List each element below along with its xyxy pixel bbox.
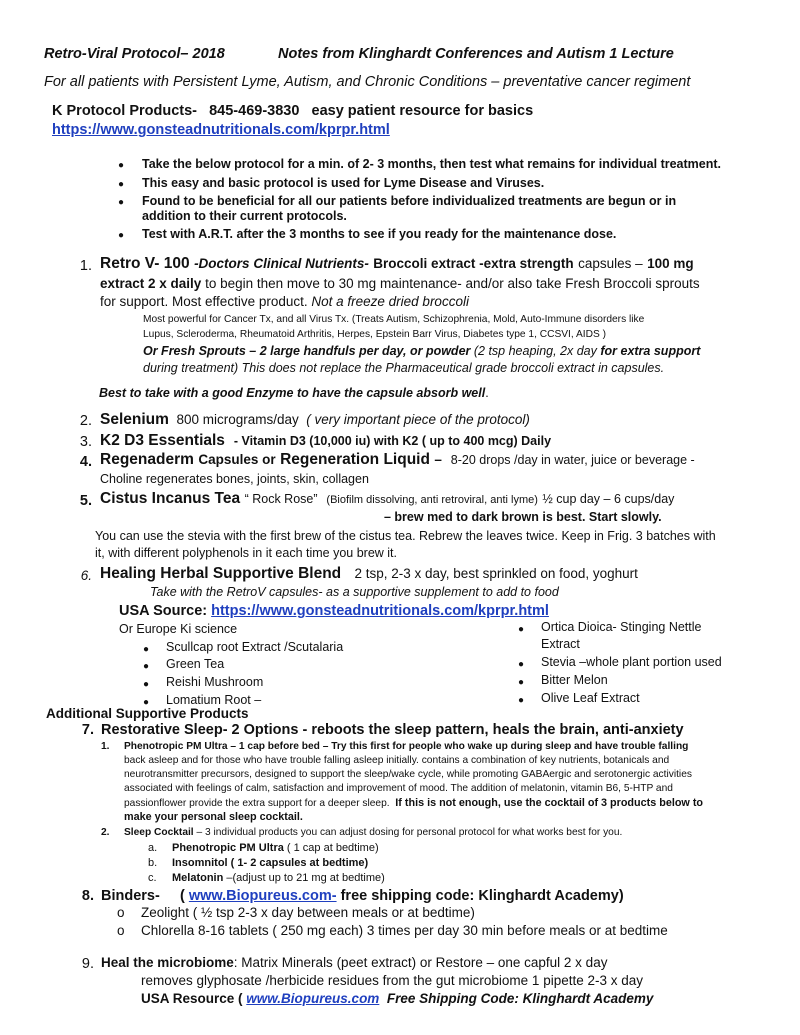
item1-name: Retro V- 100	[100, 255, 190, 272]
item5-dose: ½ cup day – 6 cups/day	[542, 492, 675, 506]
intro-bullet-cont: addition to their current protocols.	[142, 209, 347, 223]
item6-number: 6.	[80, 568, 92, 583]
item1-sprouts-bi: Or Fresh Sprouts – 2 large handfuls per day, or powder	[143, 344, 471, 358]
item1-small2: Lupus, Scleroderma, Rheumatoid Arthritis, Herpes, Epstein Barr Virus, Diabetes type 1, CCSVI, AIDS )	[143, 329, 606, 340]
item7-sub1-line4: associated with feelings of calm, satisfaction and improvement of mood. The addition of melatonin, vitamin B6, 5-HTP and	[124, 783, 673, 794]
item2-dose: 800 micrograms/day	[176, 412, 299, 427]
letter-label: c.	[148, 872, 157, 884]
item9-rest: : Matrix Minerals (peet extract) or Restore – one capful 2 x day	[233, 955, 608, 970]
item1-desc2: capsules –	[578, 256, 643, 271]
letter-item-rest: –(adjust up to 21 mg at bedtime)	[226, 872, 385, 884]
item1-line2-bold: extract 2 x daily	[100, 276, 202, 291]
bullet-icon: ●	[518, 659, 525, 670]
intro-bullet: Take the below protocol for a min. of 2- 3 months, then test what remains for individual treatment.	[142, 157, 722, 171]
item7-line	[101, 722, 684, 738]
item3-line	[100, 432, 551, 450]
item4-dash: –	[434, 452, 442, 467]
item2-number: 2.	[79, 413, 92, 429]
item7-sub1-line5	[124, 797, 703, 809]
item1-enzyme-text: Best to take with a good Enzyme to have the capsule absorb well	[99, 386, 486, 400]
bullet-icon: ●	[118, 197, 125, 208]
item1-line2	[100, 276, 700, 291]
item6-usa-label: USA Source:	[119, 603, 208, 619]
item7-name: Restorative Sleep- 2 Options -	[101, 722, 308, 738]
letter-item	[172, 857, 368, 869]
bullet-icon: ●	[518, 624, 525, 635]
item8-rest: free shipping code: Klinghardt Academy)	[340, 888, 624, 904]
bullet-icon: ●	[118, 179, 125, 190]
item7-sub1-l5b: If this is not enough, use the cocktail of 3 products below to	[395, 797, 704, 809]
list-item: Stevia –whole plant portion used	[541, 655, 722, 669]
item6-usa	[119, 603, 549, 619]
item4-name2: Regeneration Liquid	[280, 451, 430, 468]
item1-line3-italic: Not a freeze dried broccoli	[311, 294, 469, 309]
item9-line3	[141, 991, 653, 1006]
item9-code: Free Shipping Code: Klinghardt Academy	[386, 991, 654, 1006]
intro-bullet: Test with A.R.T. after the 3 months to see if you ready for the maintenance dose.	[142, 227, 617, 241]
list-item: Reishi Mushroom	[166, 675, 264, 689]
item7-sub1-l5: passionflower provide the extra support for a deeper sleep.	[124, 798, 390, 809]
list-item: Scullcap root Extract /Scutalaria	[166, 640, 344, 654]
item5-name: Cistus Incanus Tea	[100, 490, 241, 507]
item5-line3: You can use the stevia with the first brew of the cistus tea. Rebrew the leaves twice. Keep in Frig. 3 batches with	[95, 529, 716, 543]
bullet-icon: ●	[143, 644, 150, 655]
item8-name: Binders-	[101, 888, 160, 904]
item4-number: 4.	[79, 454, 92, 470]
kprotocol-note: easy patient resource for basics	[311, 103, 534, 119]
item5-line	[100, 490, 674, 508]
item1-dose: 100 mg	[647, 256, 694, 271]
item8-sub: Chlorella 8-16 tablets ( 250 mg each) 3 times per day 30 min before meals or at bedtime	[141, 923, 668, 938]
bullet-icon: ●	[118, 230, 125, 241]
item6-line	[100, 565, 638, 583]
letter-label: a.	[148, 842, 158, 854]
circle-bullet-icon: o	[117, 923, 125, 938]
item9-name: Heal the microbiome	[101, 955, 234, 970]
item4-line	[100, 451, 695, 469]
item1-line3-text: for support. Most effective product.	[100, 294, 308, 309]
list-item: Green Tea	[166, 657, 225, 671]
item1-desc: Broccoli extract -extra strength	[373, 256, 574, 271]
title-left: Retro-Viral Protocol– 2018	[44, 46, 225, 62]
item9-line2: removes glyphosate /herbicide residues from the gut microbiome 1 pipette 2-3 x day	[141, 973, 644, 988]
item2-line	[100, 411, 530, 429]
letter-item-name: Melatonin	[172, 872, 224, 884]
letter-item-name: Phenotropic PM Ultra	[172, 842, 284, 854]
item3-name: K2 D3 Essentials	[100, 432, 225, 449]
list-item: Lomatium Root –	[166, 693, 262, 707]
item9-line	[101, 955, 607, 970]
item7-sub1-num: 1.	[101, 741, 110, 752]
item9-link[interactable]: www.Biopureus.com	[246, 991, 380, 1006]
item1-line2-rest: to begin then move to 30 mg maintenance- and/or also take Fresh Broccoli sprouts	[205, 276, 700, 291]
item7-sub1-line3: neurotransmitter precursors, designed to support the sleep/wake cycle, while promoting GABAergic and serotonergic activities	[124, 769, 692, 780]
item5-quote: “ Rock Rose”	[244, 492, 318, 506]
item7-sub2-num: 2.	[101, 827, 110, 838]
list-item: Bitter Melon	[541, 673, 608, 687]
item1-sprouts-line2: during treatment) This does not replace the Pharmaceutical grade broccoli extract in capsules.	[143, 361, 665, 375]
letter-item-rest: ( 1 cap at bedtime)	[286, 842, 379, 854]
item4-dose: 8-20 drops /day in water, juice or beverage -	[450, 453, 695, 467]
item1-small1: Most powerful for Cancer Tx, and all Virus Tx. (Treats Autism, Schizophrenia, Mold, Auto-Immune disorders like	[143, 314, 645, 325]
item1-brand: -Doctors Clinical Nutrients-	[194, 256, 369, 271]
circle-bullet-icon: o	[117, 905, 125, 920]
kprotocol-link[interactable]: https://www.gonsteadnutritionals.com/kprpr.html	[52, 122, 390, 138]
item1-sprouts-i: (2 tsp heaping, 2x day	[473, 344, 597, 358]
list-item: Ortica Dioica- Stinging Nettle	[541, 620, 702, 634]
letter-label: b.	[148, 857, 158, 869]
item1-line1	[100, 255, 694, 273]
bullet-icon: ●	[143, 661, 150, 672]
item1-line3	[100, 294, 469, 309]
bullet-icon: ●	[518, 677, 525, 688]
letter-item	[172, 842, 379, 854]
item8-number: 8.	[81, 888, 94, 904]
item2-note: ( very important piece of the protocol)	[306, 412, 530, 427]
item4-desc: Capsules or	[198, 452, 276, 467]
item4-name: Regenaderm	[100, 451, 194, 468]
item6-usa-link[interactable]: https://www.gonsteadnutritionals.com/kprpr.html	[211, 603, 549, 619]
item9-number: 9.	[81, 956, 94, 972]
item7-sub1-name: Phenotropic PM Ultra – 1 cap before bed	[124, 741, 320, 752]
kprotocol-phone: 845-469-3830	[209, 103, 300, 119]
kprotocol-line	[52, 103, 533, 119]
item3-number: 3.	[79, 434, 92, 450]
item7-sub2-rest: – 3 individual products you can adjust dosing for personal protocol for what works best for you.	[196, 827, 623, 838]
item8-link[interactable]: www.Biopureus.com-	[188, 888, 337, 904]
item7-desc: reboots the sleep pattern, heals the brain, anti-anxiety	[311, 722, 684, 738]
item5-paren: (Biofilm dissolving, anti retroviral, anti lyme)	[326, 494, 538, 506]
item5-line4: it, with different polyphenols in it each time you brew it.	[95, 546, 398, 560]
item3-desc: - Vitamin D3 (10,000 iu) with K2 ( up to 400 mcg) Daily	[233, 434, 552, 448]
item7-sub2-name: Sleep Cocktail	[124, 827, 194, 838]
bullet-icon: ●	[518, 695, 525, 706]
item1-enzyme	[99, 386, 489, 400]
item6-europe: Or Europe Ki science	[119, 622, 238, 636]
item2-name: Selenium	[100, 411, 169, 428]
bullet-icon: ●	[143, 697, 150, 708]
letter-item	[172, 872, 385, 884]
item7-sub1-line1	[124, 741, 688, 752]
item5-line2: – brew med to dark brown is best. Start slowly.	[384, 510, 662, 524]
bullet-icon: ●	[143, 679, 150, 690]
item9-usa: USA Resource (	[141, 991, 243, 1006]
item5-number: 5.	[79, 493, 92, 509]
intro-bullet: This easy and basic protocol is used for Lyme Disease and Viruses.	[142, 176, 545, 190]
item8-paren: (	[179, 888, 185, 904]
letter-item-name: Insomnitol ( 1- 2 capsules at bedtime)	[172, 857, 369, 869]
subtitle: For all patients with Persistent Lyme, Autism, and Chronic Conditions – preventative cancer regiment	[44, 74, 691, 90]
bullet-icon: ●	[118, 160, 125, 171]
intro-bullet: Found to be beneficial for all our patients before individualized treatments are begun or in	[142, 194, 677, 208]
item6-name: Healing Herbal Supportive Blend	[100, 565, 342, 582]
list-item-cont: Extract	[541, 637, 580, 651]
item7-sub1-rest: – Try this first for people who wake up during sleep and have trouble falling	[322, 741, 689, 752]
title-right: Notes from Klinghardt Conferences and Autism 1 Lecture	[278, 46, 674, 62]
item6-note: Take with the RetroV capsules- as a supportive supplement to add to food	[150, 585, 559, 599]
item1-sprouts	[143, 344, 700, 358]
item7-sub2-line	[124, 827, 622, 838]
item6-dose: 2 tsp, 2-3 x day, best sprinkled on food, yoghurt	[354, 566, 638, 581]
item7-sub1-line2: back asleep and for those who have trouble falling asleep initially. contains a combination of key nutrients, botanicals and	[124, 755, 670, 766]
additional-heading: Additional Supportive Products	[46, 706, 249, 721]
item7-number: 7.	[81, 722, 94, 738]
item1-enzyme-dot: .	[485, 386, 489, 400]
item1-sprouts-bi2: for extra support	[600, 344, 701, 358]
list-item: Olive Leaf Extract	[541, 691, 640, 705]
item8-line	[101, 888, 624, 904]
item4-line2: Choline regenerates bones, joints, skin, collagen	[100, 472, 369, 486]
kprotocol-label: K Protocol Products-	[52, 103, 198, 119]
item7-sub1-line6: make your personal sleep cocktail.	[124, 811, 303, 823]
item1-number: 1.	[79, 258, 92, 274]
item8-sub: Zeolight ( ½ tsp 2-3 x day between meals or at bedtime)	[141, 905, 475, 920]
